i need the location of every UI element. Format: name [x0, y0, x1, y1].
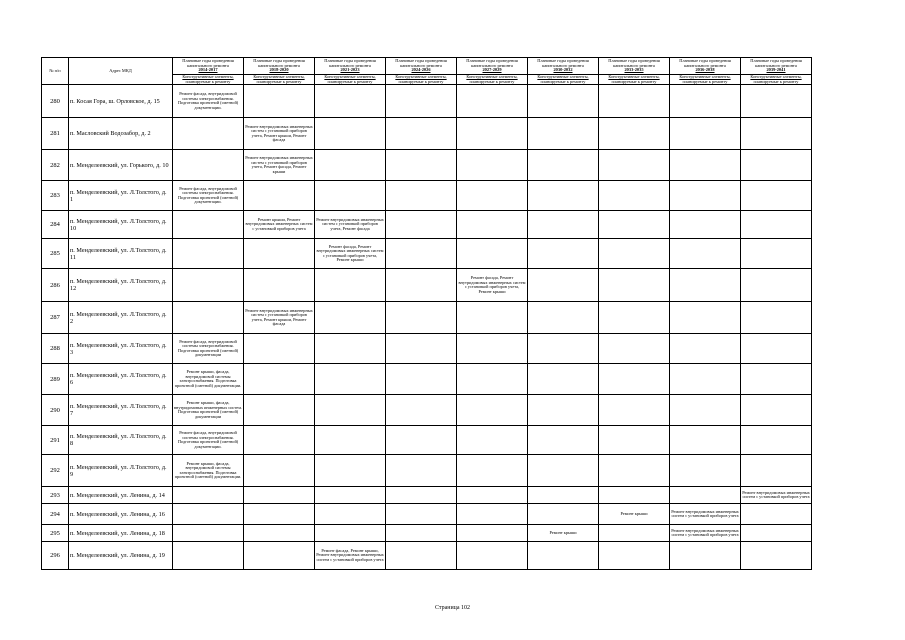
repair-works-cell: Ремонт внутридомовых инженерных систем с установкой приборов учета — [670, 504, 741, 525]
repair-works-cell: Ремонт внутридомовых инженерных систем с установкой приборов учета, Ремонт крыши, Ремонт фасада — [244, 118, 315, 150]
repair-works-cell — [457, 118, 528, 150]
row-number: 294 — [42, 504, 69, 525]
row-address: п. Менделеевский, ул. Ленина, д. 16 — [69, 504, 173, 525]
repair-works-cell — [173, 150, 244, 181]
row-number: 281 — [42, 118, 69, 150]
row-number: 295 — [42, 525, 69, 542]
elements-header: Конструктивные элементы, планируемые к ремонту — [599, 75, 670, 85]
period-header — [315, 58, 386, 75]
repair-works-cell — [599, 85, 670, 118]
repair-works-cell — [670, 181, 741, 211]
repair-works-cell — [386, 211, 457, 239]
repair-works-cell — [173, 211, 244, 239]
repair-works-cell — [528, 239, 599, 269]
repair-works-cell: Ремонт фасада, внутридомовой системы электроснабжения. Подготовка проектной (сметной) документации. — [173, 85, 244, 118]
repair-works-cell: Ремонт внутридомовых инженерных систем с установкой приборов учета — [741, 487, 812, 504]
period-label: 2030-2032 — [553, 67, 573, 73]
row-number: 284 — [42, 211, 69, 239]
repair-works-cell — [528, 364, 599, 395]
repair-works-cell — [173, 302, 244, 334]
row-number: 290 — [42, 395, 69, 426]
repair-works-cell — [528, 455, 599, 487]
repair-works-cell — [457, 150, 528, 181]
repair-works-cell — [599, 181, 670, 211]
table-row — [42, 542, 812, 570]
repair-works-cell — [741, 85, 812, 118]
row-number: 289 — [42, 364, 69, 395]
repair-works-cell — [599, 118, 670, 150]
repair-works-cell — [528, 395, 599, 426]
period-header — [599, 58, 670, 75]
repair-works-cell — [741, 181, 812, 211]
period-label: 2018-2020 — [269, 67, 289, 73]
row-address: п. Менделеевский, ул. Л.Толстого, д. 12 — [69, 269, 173, 302]
plan-label: Плановые годы проведения капитального ремонта — [182, 58, 234, 68]
capital-repair-table — [41, 57, 812, 570]
repair-works-cell — [457, 504, 528, 525]
repair-works-cell: Ремонт фасада, Ремонт внутридомовых инженерных систем с установкой приборов учета, Ремонт крыши — [315, 239, 386, 269]
row-number: 282 — [42, 150, 69, 181]
repair-works-cell — [528, 269, 599, 302]
elements-header: Конструктивные элементы, планируемые к ремонту — [741, 75, 812, 85]
repair-works-cell — [599, 364, 670, 395]
period-label: 2036-2038 — [695, 67, 715, 73]
repair-works-cell: Ремонт крыши — [599, 504, 670, 525]
table-row — [42, 455, 812, 487]
repair-works-cell — [741, 455, 812, 487]
table-row — [42, 118, 812, 150]
repair-works-cell — [457, 211, 528, 239]
repair-works-cell — [386, 181, 457, 211]
repair-works-cell — [315, 395, 386, 426]
elements-header: Конструктивные элементы, планируемые к ремонту — [528, 75, 599, 85]
repair-works-cell — [244, 85, 315, 118]
repair-works-cell: Ремонт крыши, фасада, внутридомовой системы электроснабжения. Подготовка проектной (сметной) документации. — [173, 455, 244, 487]
row-address: п. Менделеевский, ул. Л.Толстого, д. 1 — [69, 181, 173, 211]
repair-works-cell — [670, 239, 741, 269]
repair-works-cell — [528, 487, 599, 504]
row-address: п. Менделеевский, ул. Л.Толстого, д. 9 — [69, 455, 173, 487]
repair-works-cell — [457, 302, 528, 334]
plan-label: Плановые годы проведения капитального ремонта — [466, 58, 518, 68]
elements-header: Конструктивные элементы, планируемые к ремонту — [670, 75, 741, 85]
repair-works-cell — [315, 118, 386, 150]
repair-works-cell — [244, 334, 315, 364]
plan-label: Плановые годы проведения капитального ремонта — [537, 58, 589, 68]
repair-works-cell — [670, 302, 741, 334]
repair-works-cell — [244, 542, 315, 570]
repair-works-cell — [386, 334, 457, 364]
repair-works-cell: Ремонт фасада, внутридомовой системы электроснабжения. Подготовка проектной (сметной) документации. — [173, 181, 244, 211]
repair-works-cell — [599, 487, 670, 504]
row-address: п. Масловский Водозабор, д. 2 — [69, 118, 173, 150]
row-address: п. Менделеевский, ул. Л.Толстого, д. 8 — [69, 426, 173, 455]
repair-works-cell — [386, 504, 457, 525]
repair-works-cell — [528, 426, 599, 455]
repair-works-cell — [386, 542, 457, 570]
repair-works-cell — [386, 364, 457, 395]
repair-works-cell — [386, 525, 457, 542]
repair-works-cell — [457, 455, 528, 487]
repair-works-cell — [457, 364, 528, 395]
repair-works-cell — [670, 118, 741, 150]
repair-works-cell — [670, 426, 741, 455]
page-footer: Страница 102 — [434, 605, 471, 611]
repair-works-cell — [457, 542, 528, 570]
repair-works-cell: Ремонт внутридомовых инженерных систем с установкой приборов учета, Ремонт фасада, Ремонт крыши — [244, 150, 315, 181]
repair-works-cell — [670, 395, 741, 426]
repair-works-cell — [741, 542, 812, 570]
repair-works-cell: Ремонт крыши — [528, 525, 599, 542]
repair-works-cell — [386, 426, 457, 455]
elements-header: Конструктивные элементы, планируемые к ремонту — [173, 75, 244, 85]
repair-works-cell — [315, 150, 386, 181]
repair-works-cell — [315, 181, 386, 211]
repair-works-cell — [386, 85, 457, 118]
table-row — [42, 426, 812, 455]
repair-works-cell — [457, 239, 528, 269]
repair-works-cell — [173, 487, 244, 504]
repair-works-cell: Ремонт фасада, внутридомовой системы электроснабжения. Подготовка проектной (сметной) документации. — [173, 426, 244, 455]
repair-works-cell — [670, 455, 741, 487]
repair-works-cell — [244, 239, 315, 269]
period-label: 2021-2023 — [340, 67, 360, 73]
repair-works-cell — [386, 395, 457, 426]
row-number: 293 — [42, 487, 69, 504]
repair-works-cell — [670, 364, 741, 395]
repair-works-cell — [244, 364, 315, 395]
repair-works-cell — [457, 426, 528, 455]
plan-label: Плановые годы проведения капитального ремонта — [395, 58, 447, 68]
repair-works-cell — [741, 525, 812, 542]
table-row — [42, 269, 812, 302]
plan-label: Плановые годы проведения капитального ремонта — [608, 58, 660, 68]
repair-works-cell — [315, 525, 386, 542]
repair-works-cell — [741, 334, 812, 364]
repair-works-cell — [244, 504, 315, 525]
row-number: 288 — [42, 334, 69, 364]
repair-works-cell — [741, 150, 812, 181]
repair-works-cell — [315, 426, 386, 455]
repair-works-cell — [386, 302, 457, 334]
elements-header: Конструктивные элементы, планируемые к ремонту — [386, 75, 457, 85]
repair-works-cell: Ремонт крыши, фасада, внутридомовых инженерных систем. Подготовка проектной (сметной) документации — [173, 395, 244, 426]
repair-works-cell — [528, 150, 599, 181]
table-row — [42, 334, 812, 364]
repair-works-cell — [244, 455, 315, 487]
repair-works-cell — [670, 211, 741, 239]
table-row — [42, 504, 812, 525]
repair-works-cell — [315, 302, 386, 334]
period-header — [386, 58, 457, 75]
row-address: п. Менделеевский, ул. Л.Толстого, д. 10 — [69, 211, 173, 239]
row-address: п. Менделеевский, ул. Горького, д. 10 — [69, 150, 173, 181]
table-row — [42, 487, 812, 504]
repair-works-cell — [741, 504, 812, 525]
repair-works-cell: Ремонт внутридомовых инженерных систем с установкой приборов учета, Ремонт крыши, Ремонт фасада — [244, 302, 315, 334]
plan-label: Плановые годы проведения капитального ремонта — [679, 58, 731, 68]
repair-works-cell — [528, 85, 599, 118]
repair-works-cell — [315, 269, 386, 302]
address-header: Адрес МКД — [69, 58, 173, 85]
period-header — [670, 58, 741, 75]
repair-works-cell — [741, 269, 812, 302]
repair-works-cell — [173, 525, 244, 542]
repair-works-cell — [457, 85, 528, 118]
repair-works-cell — [315, 334, 386, 364]
repair-works-cell — [741, 302, 812, 334]
repair-works-cell — [386, 150, 457, 181]
header-row — [42, 58, 812, 75]
repair-works-cell — [173, 239, 244, 269]
repair-works-cell — [244, 395, 315, 426]
repair-works-cell — [457, 525, 528, 542]
period-header — [457, 58, 528, 75]
repair-works-cell: Ремонт крыши, фасада, внутридомовой системы электроснабжения. Подготовка проектной (сметной) документации. — [173, 364, 244, 395]
table-row — [42, 150, 812, 181]
row-address: п. Менделеевский, ул. Ленина, д. 19 — [69, 542, 173, 570]
repair-works-cell — [670, 487, 741, 504]
repair-works-cell — [315, 504, 386, 525]
table-row — [42, 525, 812, 542]
repair-works-cell: Ремонт фасада, Ремонт крыши, Ремонт внутридомовых инженерных систем с установкой приборов учета — [315, 542, 386, 570]
elements-header: Конструктивные элементы, планируемые к ремонту — [244, 75, 315, 85]
repair-works-cell — [386, 118, 457, 150]
row-number: 287 — [42, 302, 69, 334]
repair-works-cell — [599, 269, 670, 302]
repair-works-cell — [599, 211, 670, 239]
row-number: 291 — [42, 426, 69, 455]
repair-works-cell — [315, 364, 386, 395]
repair-works-cell — [244, 426, 315, 455]
repair-works-cell — [528, 334, 599, 364]
row-number: 292 — [42, 455, 69, 487]
repair-works-cell — [741, 239, 812, 269]
table-row — [42, 181, 812, 211]
repair-works-cell — [457, 334, 528, 364]
repair-works-cell — [599, 542, 670, 570]
plan-label: Плановые годы проведения капитального ремонта — [750, 58, 802, 68]
repair-works-cell — [244, 525, 315, 542]
row-address: п. Менделеевский, ул. Ленина, д. 18 — [69, 525, 173, 542]
row-number: 286 — [42, 269, 69, 302]
row-number: 280 — [42, 85, 69, 118]
repair-works-cell — [599, 395, 670, 426]
repair-works-cell — [670, 542, 741, 570]
repair-works-cell — [599, 426, 670, 455]
repair-works-cell — [528, 504, 599, 525]
table-row — [42, 85, 812, 118]
table-row — [42, 302, 812, 334]
repair-works-cell: Ремонт фасада, Ремонт внутридомовых инженерных систем с установкой приборов учета, Ремонт крыши — [457, 269, 528, 302]
repair-works-cell: Ремонт фасада, внутридомовой системы электроснабжения. Подготовка проектной (сметной) документации — [173, 334, 244, 364]
repair-works-cell — [457, 487, 528, 504]
row-address: п. Менделеевский, ул. Л.Толстого, д. 11 — [69, 239, 173, 269]
row-address: п. Менделеевский, ул. Л.Толстого, д. 3 — [69, 334, 173, 364]
repair-works-cell — [528, 302, 599, 334]
repair-works-cell — [528, 542, 599, 570]
repair-works-cell — [599, 239, 670, 269]
row-address: п. Менделеевский, ул. Л.Толстого, д. 6 — [69, 364, 173, 395]
repair-works-cell — [599, 150, 670, 181]
repair-works-cell — [386, 239, 457, 269]
repair-works-cell — [670, 334, 741, 364]
plan-label: Плановые годы проведения капитального ремонта — [253, 58, 305, 68]
row-address: п. Косая Гора, ш. Орловское, д. 15 — [69, 85, 173, 118]
repair-works-cell — [528, 211, 599, 239]
repair-works-cell — [741, 211, 812, 239]
repair-works-cell — [599, 525, 670, 542]
repair-works-cell — [670, 269, 741, 302]
repair-works-cell — [244, 487, 315, 504]
repair-works-cell: Ремонт внутридомовых инженерных систем с установкой приборов учета — [670, 525, 741, 542]
repair-works-cell — [244, 269, 315, 302]
period-label: 2039-2041 — [766, 67, 786, 73]
period-header — [244, 58, 315, 75]
period-label: 2033-2035 — [624, 67, 644, 73]
row-number: 283 — [42, 181, 69, 211]
repair-works-cell — [670, 85, 741, 118]
row-number: 296 — [42, 542, 69, 570]
table-body — [42, 85, 812, 570]
repair-works-cell — [173, 504, 244, 525]
period-label: 2024-2026 — [411, 67, 431, 73]
repair-works-cell — [386, 487, 457, 504]
num-header: № п/п — [42, 58, 69, 85]
repair-works-cell — [670, 150, 741, 181]
repair-works-cell — [173, 269, 244, 302]
repair-works-cell — [528, 181, 599, 211]
row-number: 285 — [42, 239, 69, 269]
table-row — [42, 239, 812, 269]
elements-header: Конструктивные элементы, планируемые к ремонту — [457, 75, 528, 85]
period-header — [741, 58, 812, 75]
repair-works-cell — [173, 118, 244, 150]
plan-label: Плановые годы проведения капитального ремонта — [324, 58, 376, 68]
repair-works-cell — [173, 542, 244, 570]
repair-works-cell: Ремонт внутридомовых инженерных систем с установкой приборов учета, Ремонт фасада — [315, 211, 386, 239]
period-label: 2014-2017 — [198, 67, 218, 73]
repair-works-cell — [741, 395, 812, 426]
repair-works-cell — [386, 269, 457, 302]
repair-works-cell — [599, 302, 670, 334]
period-header — [173, 58, 244, 75]
table-row — [42, 364, 812, 395]
repair-works-cell — [315, 487, 386, 504]
row-address: п. Менделеевский, ул. Л.Толстого, д. 7 — [69, 395, 173, 426]
table-row — [42, 211, 812, 239]
repair-works-cell — [741, 364, 812, 395]
repair-works-cell — [244, 181, 315, 211]
repair-works-cell: Ремонт крыши, Ремонт внутридомовых инженерных систем с установкой приборов учета — [244, 211, 315, 239]
table-row — [42, 395, 812, 426]
repair-works-cell — [386, 455, 457, 487]
period-header — [528, 58, 599, 75]
repair-works-cell — [315, 455, 386, 487]
period-label: 2027-2029 — [482, 67, 502, 73]
row-address: п. Менделеевский, ул. Л.Толстого, д. 2 — [69, 302, 173, 334]
repair-works-cell — [457, 181, 528, 211]
repair-works-cell — [457, 395, 528, 426]
repair-works-cell — [599, 334, 670, 364]
row-address: п. Менделеевский, ул. Ленина, д. 14 — [69, 487, 173, 504]
repair-works-cell — [315, 85, 386, 118]
repair-works-cell — [528, 118, 599, 150]
repair-works-cell — [741, 118, 812, 150]
repair-works-cell — [741, 426, 812, 455]
repair-works-cell — [599, 455, 670, 487]
elements-header: Конструктивные элементы, планируемые к ремонту — [315, 75, 386, 85]
